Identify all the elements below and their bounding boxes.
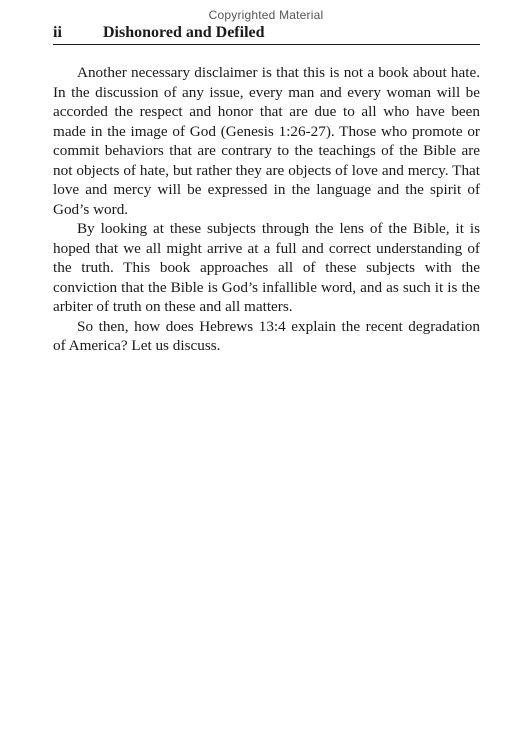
body-paragraph: By looking at these subjects through the lens of the Bible, it is hoped that we all might arrive at a full and correct understanding of the truth. This book approaches all of these subjects with the conviction that the Bible is God’s infallible word, and as such it is the arbiter of truth on these and all matters. [53, 220, 480, 315]
page-number: ii [53, 24, 62, 41]
copyright-watermark: Copyrighted Material [208, 8, 324, 22]
running-header [53, 24, 480, 45]
body-paragraph: So then, how does Hebrews 13:4 explain the recent degradation of America? Let us discuss. [53, 317, 480, 354]
page-body [53, 63, 480, 356]
body-paragraph: Another necessary disclaimer is that this is not a book about hate. In the discussion of any issue, every man and every woman will be accorded the respect and honor that are due to all who have been made in the image of God (Genesis 1:26-27). Those who promote or commit behaviors that are contrary to the teachings of the Bible are not objects of hate, but rather they are objects of love and mercy. That love and mercy will be expressed in the language and the spirit of God’s word. [53, 64, 480, 218]
running-title: Dishonored and Defiled [103, 24, 265, 41]
